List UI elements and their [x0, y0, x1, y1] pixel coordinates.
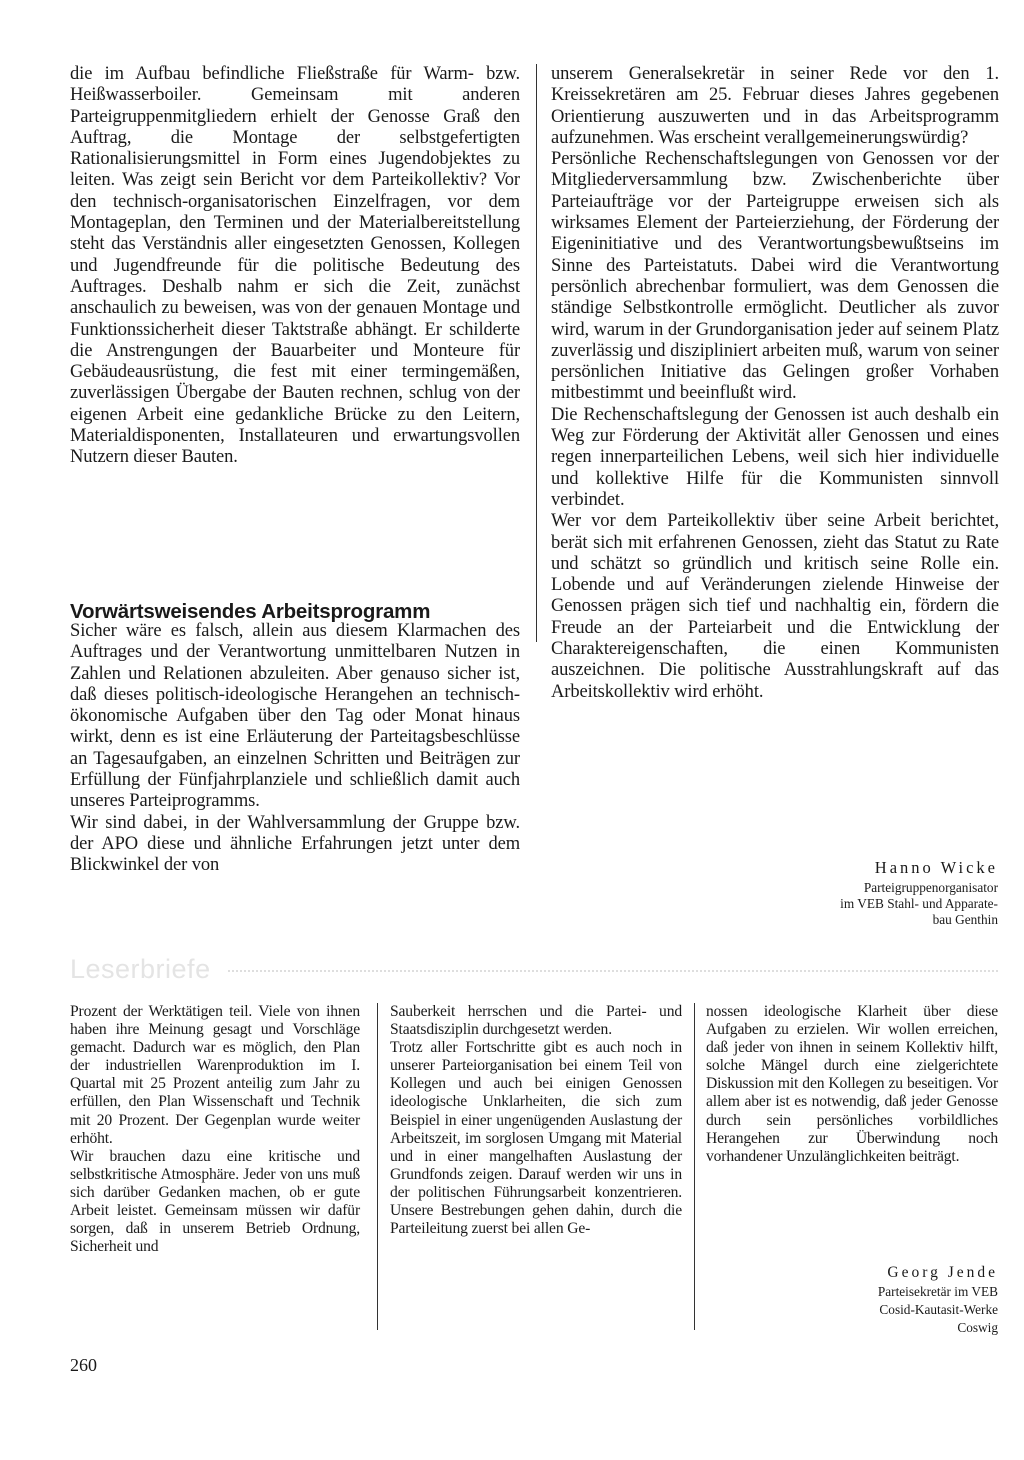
paragraph: Sauberkeit herrschen und die Partei- und Staatsdisziplin durchgesetzt werden. — [390, 1003, 682, 1039]
section-heading: Vorwärtsweisendes Arbeitsprogramm — [70, 600, 431, 623]
column-divider — [694, 1003, 695, 1330]
letter-column-1 — [70, 1003, 360, 1256]
page-number: 260 — [70, 1355, 97, 1375]
letter-author-name: Georg Jende — [887, 1264, 998, 1281]
paragraph: Wir brauchen dazu eine kritische und selbstkritische Atmosphäre. Jeder von uns muß sich darüber Gedanken machen, ob er gute Arbeit leistet. Gemeinsam müssen wir dafür sorgen, daß in unserem Betrieb Ordnung, Sicherheit und — [70, 1147, 360, 1256]
article-right-column — [551, 64, 999, 703]
letter-author-role-line: Parteisekretär im VEB — [877, 1284, 998, 1299]
paragraph: Wir sind dabei, in der Wahlversammlung der Gruppe bzw. der APO diese und ähnliche Erfahrungen jetzt unter dem Blickwinkel der von — [70, 812, 520, 876]
letter-author-role-line: Cosid-Kautasit-Werke — [879, 1302, 998, 1317]
paragraph: Trotz aller Fortschritte gibt es auch noch in unserer Parteiorganisation bei einem Teil von Kollegen und auch bei einigen Genossen ideologische Unklarheiten, die sich zum Beispiel in einer ungenügenden Auslastung der Arbeitszeit, im sorglosen Umgang mit Material und in einer mangelhaften Auslastung der Grundfonds zeigen. Darauf werden wir uns in der politischen Führungsarbeit konzentrieren. Unsere Bestrebungen gehen dahin, durch die Parteileitung zuerst bei allen Ge- — [390, 1039, 682, 1238]
letter-author-role-line: Coswig — [957, 1320, 998, 1335]
author-role-line: im VEB Stahl- und Apparate- — [840, 896, 998, 911]
column-divider — [377, 1003, 378, 1330]
section-divider — [228, 970, 998, 972]
section-label: Leserbriefe — [70, 954, 211, 984]
letter-column-3 — [706, 1003, 998, 1166]
article-left-column-bottom — [70, 621, 520, 877]
paragraph: nossen ideologische Klarheit über diese Aufgaben zu erzielen. Wir wollen erreichen, daß jeder von ihnen in seinem Kollektiv hilft, solche Mängel durch eine zielgerichtete Diskussion mit den Kollegen zu beseitigen. Vor allem aber ist es notwendig, daß jeder Genosse durch sein persönliches vorbildliches Herangehen zur Überwindung noch vorhandener Unzulänglichkeiten beiträgt. — [706, 1003, 998, 1165]
author-role-line: Parteigruppenorganisator — [863, 880, 998, 895]
author-name: Hanno Wicke — [874, 858, 998, 877]
paragraph: Die Rechenschaftslegung der Genossen ist auch deshalb ein Weg zur Förderung der Aktivität aller Genossen und eines regen innerparteilichen Lebens, weil sich hier individuelle und kollektive Hilfe für die Kommunisten sinnvoll verbindet. — [551, 404, 999, 510]
paragraph: Wer vor dem Parteikollektiv über seine Arbeit berichtet, berät sich mit erfahrenen Genossen, zieht das Statut zu Rate und schätzt so gründlich und kritisch seine Rolle ein. Lobende und auf Veränderungen zielende Hinweise der Genossen prägen sich tief und nachhaltig ein, fördern die Freude an der Parteiarbeit und die Entwicklung der Charaktereigenschaften, die einen Kommunisten auszeichnen. Die politische Ausstrahlungskraft auf das Arbeitskollektiv wird erhöht. — [551, 511, 999, 702]
column-divider — [536, 64, 537, 642]
paragraph: unserem Generalsekretär in seiner Rede vor den 1. Kreissekretären am 25. Februar dieses Jahres gegebenen Orientierung auszuwerten und in das Arbeitsprogramm aufzunehmen. Was erscheint verallgemeinerungswürdig? — [551, 64, 999, 148]
paragraph: Persönliche Rechenschaftslegungen von Genossen vor der Mitgliederversammlung bzw. Zwischenberichte über Parteiaufträge vor der Parteigruppe erweisen sich als wirksames Element der Parteierziehung, der Förderung der Eigeninitiative und des Verantwortungsbewußtseins im Sinne des Parteistatuts. Dabei wird die Verantwortung persönlich abrechenbar formuliert, was dem Genossen die ständige Selbstkontrolle ermöglicht. Deutlicher als zuvor wird, warum in der Grundorganisation jeder auf seinem Platz zuverlässig und diszipliniert arbeiten muß, warum von seiner persönlichen Initiative das Gelingen großer Vorhaben mitbestimmt und beeinflußt wird. — [551, 149, 999, 404]
article-left-column-top — [70, 64, 520, 469]
paragraph: Prozent der Werktätigen teil. Viele von ihnen haben ihre Meinung gesagt und Vorschläge gemacht. Dadurch war es möglich, den Plan der industriellen Warenproduktion im I. Quartal mit 25 Prozent anteilig zum Jahr zu erfüllen, den Plan Wissenschaft und Technik mit 20 Prozent. Der Gegenplan wurde weiter erhöht. — [70, 1003, 360, 1147]
letter-column-2 — [390, 1003, 682, 1238]
author-role-line: bau Genthin — [932, 912, 998, 927]
paragraph: die im Aufbau befindliche Fließstraße für Warm- bzw. Heißwasserboiler. Gemeinsam mit anderen Parteigruppenmitgliedern erhielt der Genosse Graß den Auftrag, die Montage der selbstgefertigten Rationalisierungsmittel in Form eines Jugendobjektes zu leiten. Was zeigt sein Bericht vor dem Parteikollektiv? Vor den technisch-organisatorischen Einzelfragen, vor dem Montageplan, den Terminen und der Materialbereitstellung steht das Verständnis aller eingesetzten Genossen, Kollegen und Jugendfreunde für die politische Bedeutung des Auftrages. Deshalb nahm er sich die Zeit, zunächst anschaulich zu beweisen, was von der genauen Montage und Funktionssicherheit dieser Taktstraße abhängt. Er schilderte die Anstrengungen der Bauarbeiter und Monteure für Gebäudeausrüstung, die fest mit einer termingemäßen, zuverlässigen Übergabe der Bauten rechnen, schlug von der eigenen Arbeit eine gedankliche Brücke zu den Leitern, Materialdisponenten, Installateuren und erwartungsvollen Nutzern dieser Bauten. — [70, 64, 520, 468]
paragraph: Sicher wäre es falsch, allein aus diesem Klarmachen des Auftrages und der Verantwortung unmittelbaren Nutzen in Zahlen und Relationen abzuleiten. Aber genauso sicher ist, daß dieses politisch-ideologische Herangehen an technisch-ökonomische Aufgaben über den Tag oder Monat hinaus wirkt, denn es ist eine Erläuterung der Parteitagsbeschlüsse an Tagesaufgaben, an einzelnen Schritten und Beiträgen zur Erfüllung der Fünfjahrplanziele und schließlich damit auch unseres Parteiprogramms. — [70, 621, 520, 812]
